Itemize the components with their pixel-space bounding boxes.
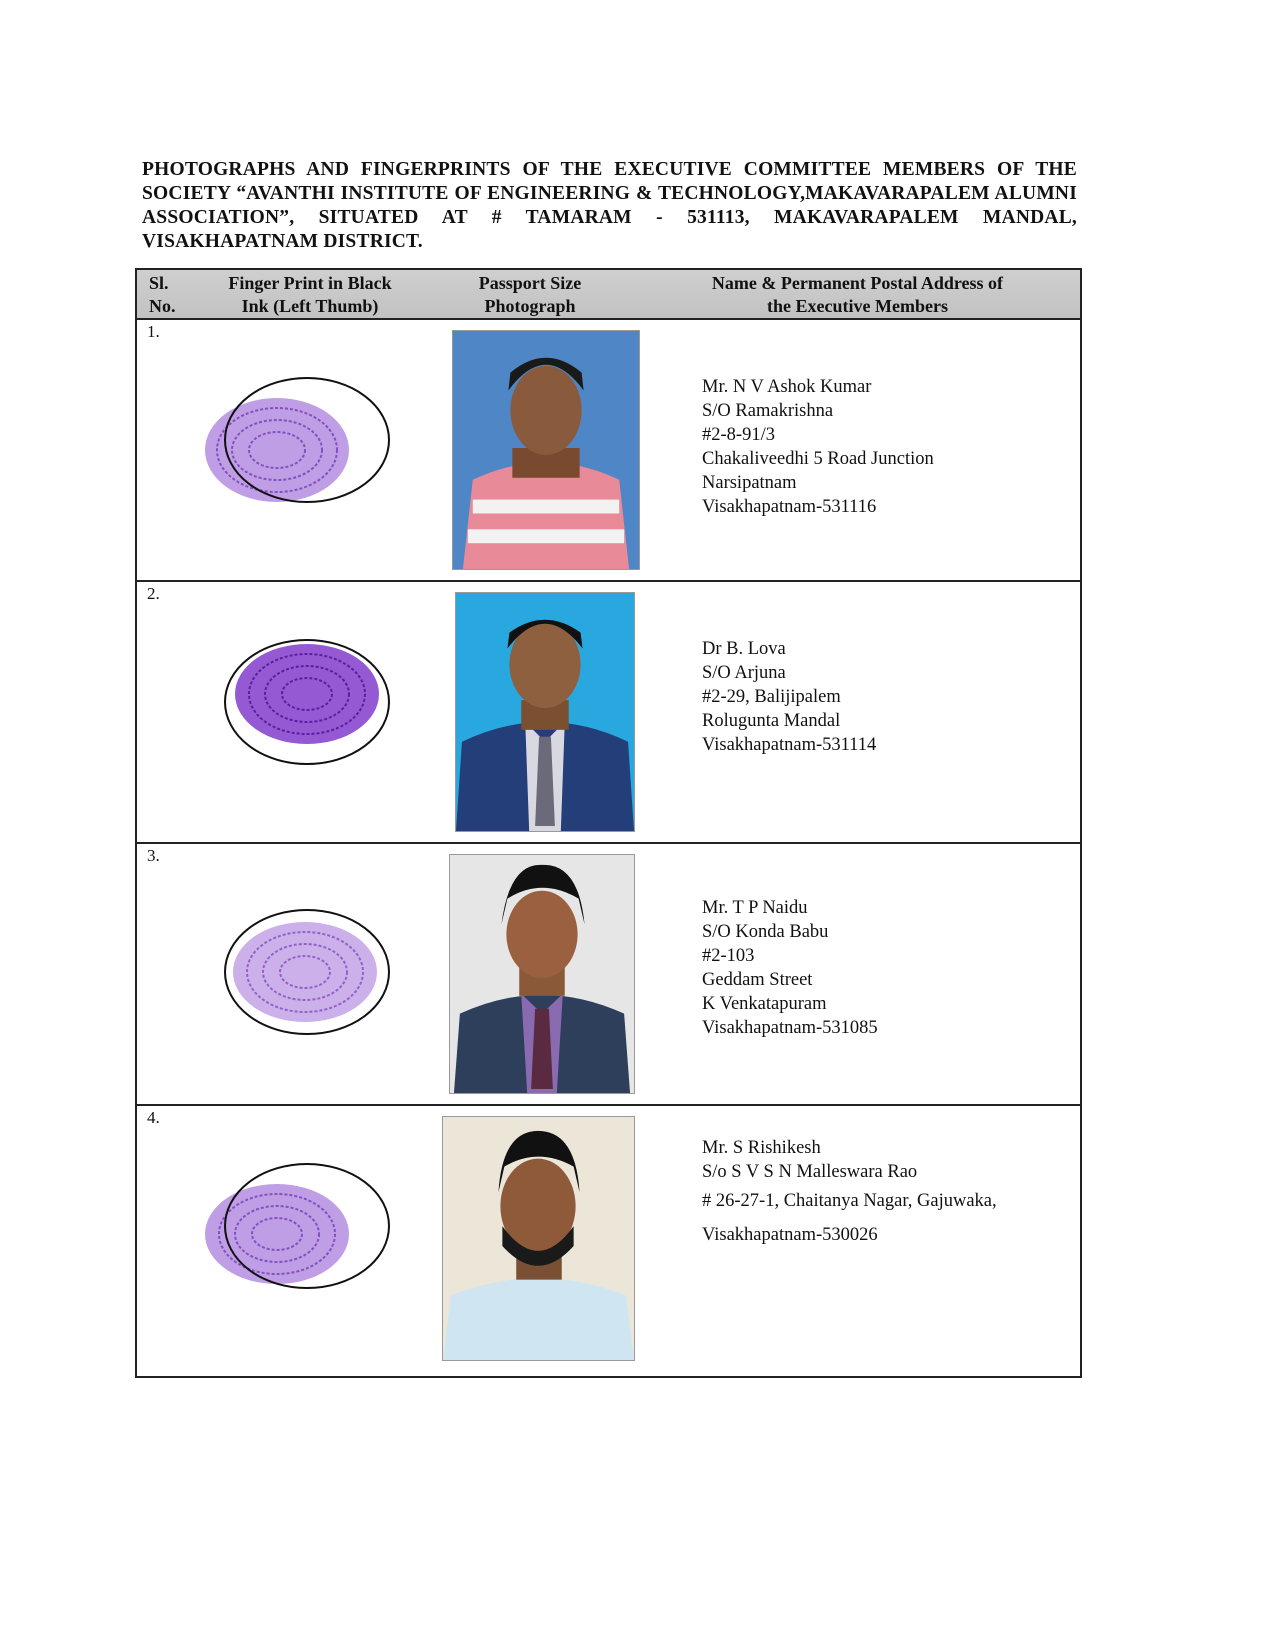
member-row-3 <box>137 844 1080 1106</box>
fingerprint-icon <box>177 360 407 520</box>
fingerprint-icon <box>177 622 407 782</box>
passport-photo <box>442 1116 635 1361</box>
sl-number: 3. <box>147 846 160 865</box>
sl-number: 1. <box>147 322 160 341</box>
person-photo-icon <box>453 331 639 569</box>
passport-photo <box>452 330 640 570</box>
member-address: Dr B. Lova S/O Arjuna #2-29, Balijipalem Rolugunta Mandal Visakhapatnam-531114 <box>702 639 877 755</box>
thumb-impression <box>177 622 407 782</box>
executive-members-table <box>135 268 1082 1378</box>
thumb-impression <box>177 884 407 1044</box>
header-finger-print: Finger Print in Black Ink (Left Thumb) <box>228 273 392 316</box>
member-row-4 <box>137 1106 1080 1376</box>
member-row-2 <box>137 582 1080 844</box>
member-address: Mr. N V Ashok Kumar S/O Ramakrishna #2-8-91/3 Chakaliveedhi 5 Road Junction Narsipatnam Visakhapatnam-531116 <box>702 377 934 517</box>
sl-number: 4. <box>147 1108 160 1127</box>
person-photo-icon <box>443 1117 634 1360</box>
member-address: Mr. T P Naidu S/O Konda Babu #2-103 Geddam Street K Venkatapuram Visakhapatnam-531085 <box>702 898 878 1038</box>
header-photograph: Passport Size Photograph <box>478 273 582 316</box>
passport-photo <box>449 854 635 1094</box>
member-address: Mr. S Rishikesh S/o S V S N Malleswara Rao # 26-27-1, Chaitanya Nagar, Gajuwaka, Visakhapatnam-530026 <box>702 1138 997 1245</box>
thumb-impression <box>177 360 407 520</box>
sl-number: 2. <box>147 584 160 603</box>
document-heading: PHOTOGRAPHS AND FINGERPRINTS OF THE EXECUTIVE COMMITTEE MEMBERS OF THE SOCIETY “AVANTHI INSTITUTE OF ENGINEERING & TECHNOLOGY,MAKAVARAPALEM ALUMNI ASSOCIATION”, SITUATED AT # TAMARAM - 531113, MAKAVARAPALEM MANDAL, VISAKHAPATNAM DISTRICT. <box>142 159 1077 252</box>
person-photo-icon <box>450 855 634 1093</box>
member-row-1 <box>137 320 1080 582</box>
table-header <box>137 270 1080 320</box>
header-address: Name & Permanent Postal Address of the Executive Members <box>711 273 1004 316</box>
person-photo-icon <box>456 593 634 831</box>
header-sl-no: Sl. No. <box>149 273 176 316</box>
passport-photo <box>455 592 635 832</box>
fingerprint-icon <box>177 1146 407 1306</box>
fingerprint-icon <box>177 884 407 1044</box>
thumb-impression <box>177 1146 407 1306</box>
